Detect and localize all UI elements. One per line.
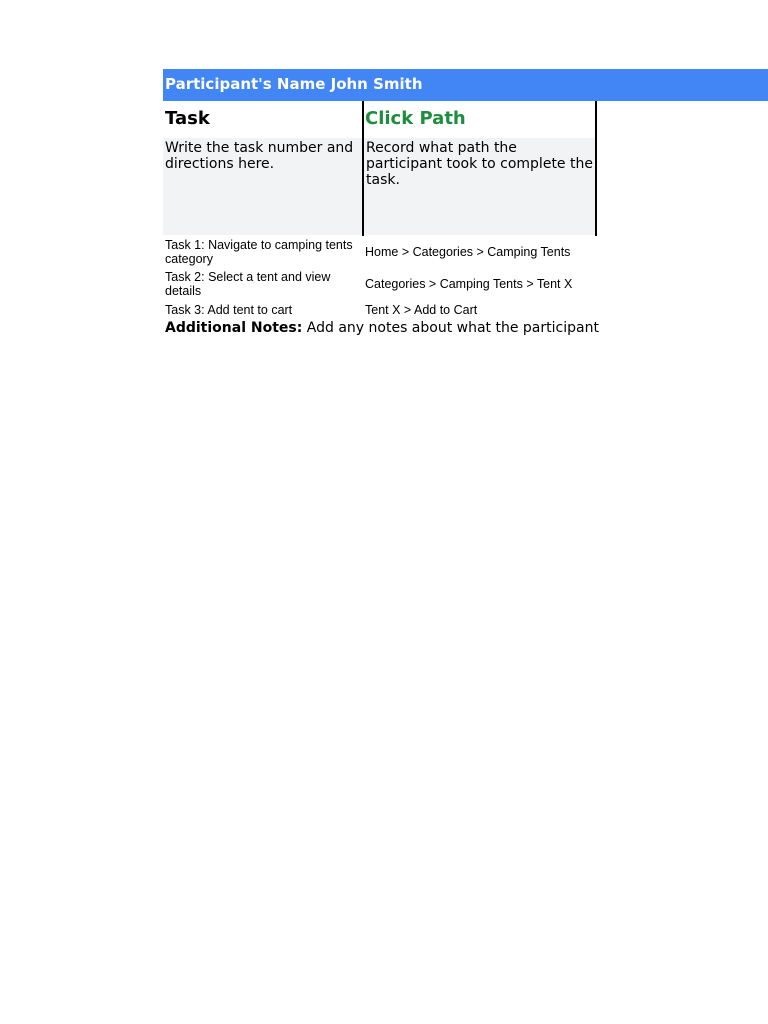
click-path-row-2: Categories > Camping Tents > Tent X [365,277,573,291]
additional-notes-label: Additional Notes: [165,320,303,336]
task-instructions: Write the task number and directions here. [163,138,362,235]
click-path-row-3: Tent X > Add to Cart [365,303,478,317]
task-row-2: Task 2: Select a tent and view details [165,270,331,298]
task-column-heading: Task [165,108,210,129]
additional-notes [165,320,599,336]
click-path-column-heading: Click Path [365,108,466,129]
column-right-border [595,101,597,236]
additional-notes-text: Add any notes about what the participant [306,320,599,336]
task-row-1: Task 1: Navigate to camping tents category [165,238,353,266]
task-row-3: Task 3: Add tent to cart [165,303,293,317]
column-divider [362,101,364,236]
participant-header-bar [163,69,768,101]
participant-name: Participant's Name John Smith [165,75,423,93]
click-path-instructions: Record what path the participant took to complete the task. [364,138,596,235]
click-path-row-1: Home > Categories > Camping Tents [365,245,571,259]
